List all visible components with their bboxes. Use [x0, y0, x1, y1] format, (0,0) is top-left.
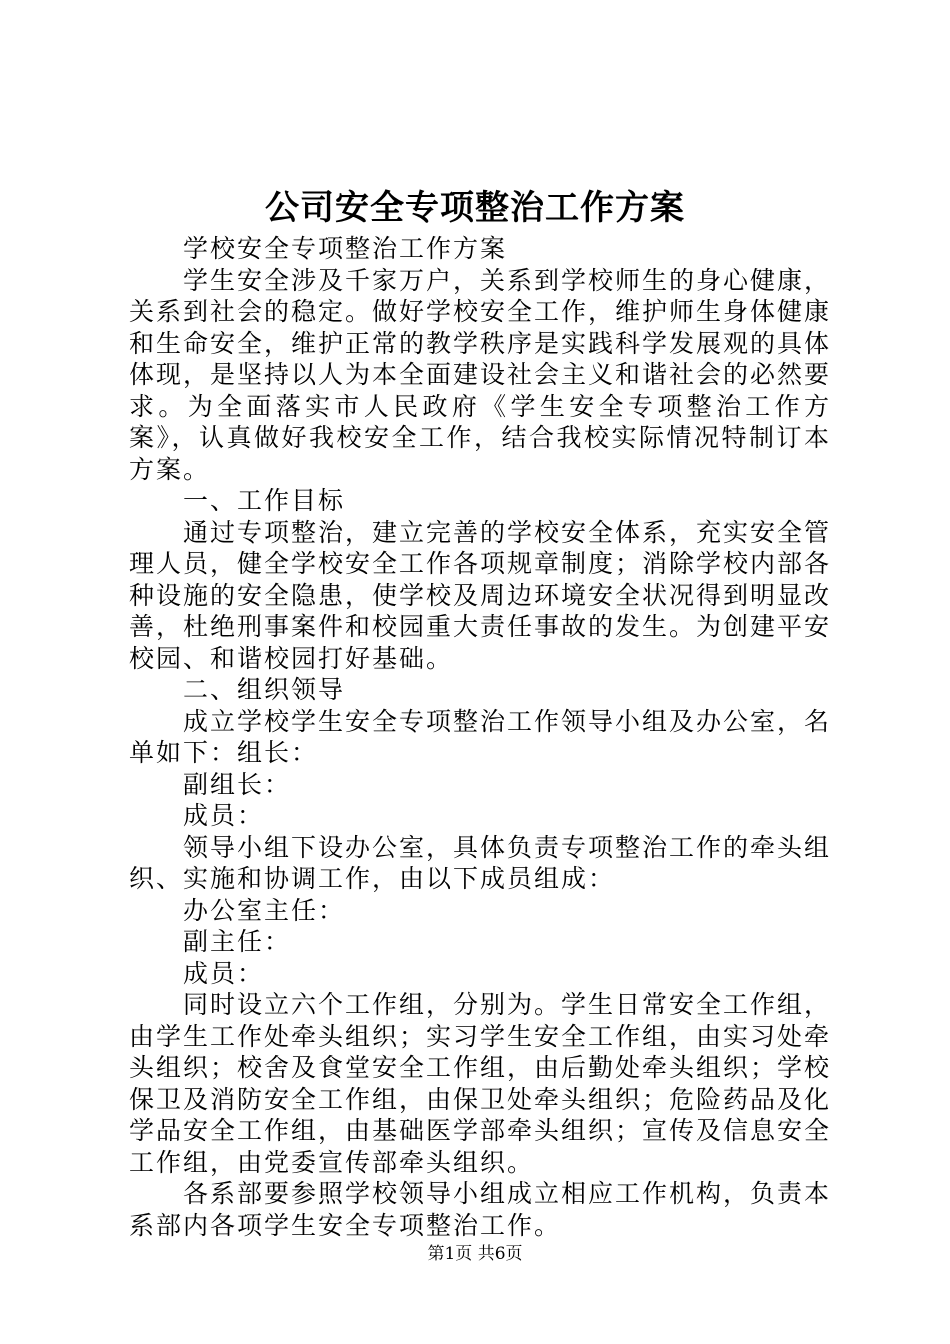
departments-paragraph: 各系部要参照学校领导小组成立相应工作机构，负责本系部内各项学生安全专项整治工作。: [129, 1179, 832, 1240]
document-body: [129, 233, 831, 1241]
office-paragraph: 领导小组下设办公室，具体负责专项整治工作的牵头组织、实施和协调工作，由以下成员组成：: [129, 832, 832, 893]
page-footer: 第1页 共6页: [427, 1244, 523, 1264]
working-groups-paragraph: 同时设立六个工作组，分别为。学生日常安全工作组，由学生工作处牵头组织；实习学生安全工作组，由实习处牵头组织；校舍及食堂安全工作组，由后勤处牵头组织；学校保卫及消防安全工作组，由保卫处牵头组织；危险药品及化学品安全工作组，由基础医学部牵头组织；宣传及信息安全工作组，由党委宣传部牵头组织。: [129, 990, 832, 1177]
subtitle-paragraph: 学校安全专项整治工作方案: [183, 234, 508, 263]
intro-paragraph: 学生安全涉及千家万户，关系到学校师生的身心健康，关系到社会的稳定。做好学校安全工作，维护师生身体健康和生命安全，维护正常的教学秩序是实践科学发展观的具体体现，是坚持以人为本全面建设社会主义和谐社会的必然要求。为全面落实市人民政府《学生安全专项整治工作方案》，认真做好我校安全工作，结合我校实际情况特制订本方案。: [129, 265, 832, 484]
goals-paragraph: 通过专项整治，建立完善的学校安全体系，充实安全管理人员，健全学校安全工作各项规章制度；消除学校内部各种设施的安全隐患，使学校及周边环境安全状况得到明显改善，杜绝刑事案件和校园重大责任事故的发生。为创建平安校园、和谐校园打好基础。: [129, 517, 832, 673]
section-heading-organization: 二、组织领导: [183, 675, 346, 704]
section-heading-goals: 一、工作目标: [183, 486, 346, 515]
document-title: 公司安全专项整治工作方案: [265, 188, 685, 228]
members-line: 成员：: [183, 801, 265, 830]
deputy-director-line: 副主任：: [183, 927, 292, 956]
office-members-line: 成员：: [183, 958, 265, 988]
deputy-leader-line: 副组长：: [183, 769, 292, 799]
office-director-line: 办公室主任：: [183, 895, 346, 925]
organization-paragraph: 成立学校学生安全专项整治工作领导小组及办公室，名单如下：组长：: [129, 706, 832, 767]
